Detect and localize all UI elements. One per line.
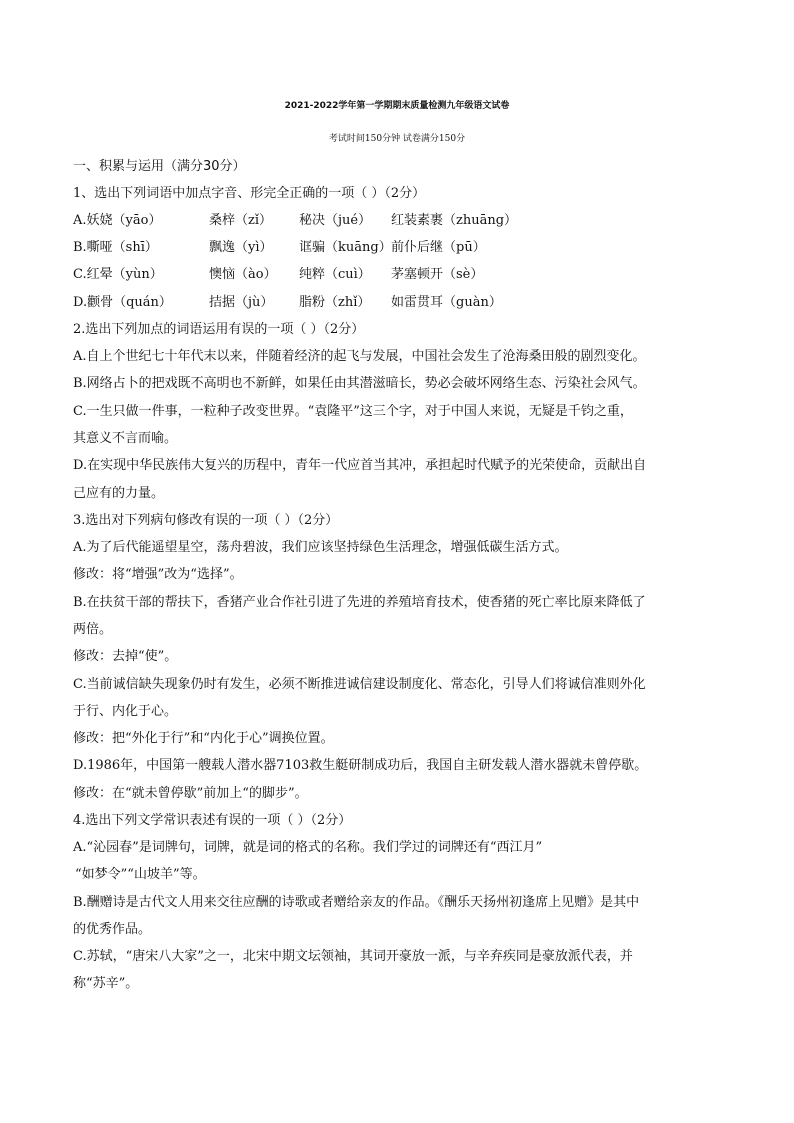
- q1-d-word4: 如雷贯耳（guàn）: [391, 295, 502, 310]
- q1-b-word2: 飘逸（yì）: [209, 240, 273, 255]
- q3-option-a-fix: 修改：将“增强”改为“选择”。: [73, 567, 243, 582]
- q2-option-d-line2: 己应有的力量。: [73, 486, 165, 501]
- q1-d-word1: D.颧骨（quán）: [73, 295, 172, 310]
- q3-stem: 3.选出对下列病句修改有误的一项（ ）（2分）: [73, 513, 339, 528]
- q1-option-c: [73, 267, 733, 283]
- q1-d-word2: 拮据（jù）: [209, 295, 274, 310]
- q1-c-word1: C.红晕（yùn）: [73, 267, 163, 282]
- q2-option-d-line1: D.在实现中华民族伟大复兴的历程中，青年一代应首当其冲，承担起时代赋予的光荣使命，贡献出自: [73, 458, 647, 473]
- q1-b-word1: B.嘶哑（shī）: [73, 240, 158, 255]
- q4-stem: 4.选出下列文学常识表述有误的一项（ ）（2分）: [73, 813, 352, 828]
- q1-b-word3: 诓骗（kuāng）: [299, 240, 392, 255]
- q1-a-word3: 秘决（jué）: [299, 213, 372, 228]
- q4-option-a-line1: A.“沁园春”是词牌句，词牌，就是词的格式的名称。我们学过的词牌还有“西江月”: [73, 840, 543, 855]
- q4-option-c-line1: C.苏轼，“唐宋八大家”之一，北宋中期文坛领袖，其词开豪放一派，与辛弃疾同是豪放派代表，并: [73, 949, 633, 964]
- q3-option-d-fix: 修改：在“就未曾停歇”前加上“的脚步”。: [73, 786, 308, 801]
- exam-title: 2021-2022学年第一学期期末质量检测九年级语文试卷: [284, 101, 510, 111]
- q1-a-word4: 红装素裹（zhuāng）: [391, 213, 518, 228]
- q1-c-word3: 纯粹（cuì）: [299, 267, 371, 282]
- q4-option-b-line1: B.酬赠诗是古代文人用来交往应酬的诗歌或者赠给亲友的作品。《酬乐天扬州初逢席上见赠》是其中: [73, 895, 640, 910]
- q2-option-c-line2: 其意义不言而喻。: [73, 431, 178, 446]
- q3-option-a: A.为了后代能遥望星空，荡舟碧波，我们应该坚持绿色生活理念，增强低碳生活方式。: [73, 540, 568, 555]
- q3-option-b-fix: 修改：去掉“使”。: [73, 649, 178, 664]
- q4-option-a-line2: “如梦令”“山坡羊”等。: [75, 867, 206, 882]
- q1-option-b: [73, 240, 733, 256]
- q2-stem: 2.选出下列加点的词语运用有误的一项（ ）（2分）: [73, 322, 365, 337]
- q3-option-c-fix: 修改：把“外化于行”和“内化于心”调换位置。: [73, 731, 334, 746]
- q1-a-word2: 桑梓（zǐ）: [209, 213, 273, 228]
- q3-option-b-line1: B.在扶贫干部的帮扶下，香猪产业合作社引进了先进的养殖培育技术，使香猪的死亡率比原来降低了: [73, 595, 646, 610]
- q1-option-d: [73, 295, 733, 311]
- q1-b-word4: 前仆后继（pū）: [391, 240, 486, 255]
- q1-stem: 1、选出下列词语中加点字音、形完全正确的一项（ ）（2分）: [73, 186, 426, 201]
- q1-d-word3: 脂粉（zhǐ）: [299, 295, 371, 310]
- q3-option-c-line2: 于行、内化于心。: [73, 704, 178, 719]
- q1-a-word1: A.妖娆（yāo）: [73, 213, 162, 228]
- q3-option-c-line1: C.当前诚信缺失现象仍时有发生，必须不断推进诚信建设制度化、常态化，引导人们将诚信准则外化: [73, 677, 646, 692]
- q4-option-b-line2: 的优秀作品。: [73, 922, 152, 937]
- q1-option-a: [73, 213, 733, 229]
- q2-option-b: B.网络占卜的把戏既不高明也不新鲜，如果任由其潜滋暗长，势必会破坏网络生态、污染社会风气。: [73, 376, 646, 391]
- exam-subtitle: 考试时间150分钟 试卷满分150分: [328, 134, 466, 144]
- q3-option-b-line2: 两倍。: [73, 622, 113, 637]
- q3-option-d: D.1986年，中国第一艘载人潜水器7103救生艇研制成功后，我国自主研发载人潜水器就未曾停歇。: [73, 758, 648, 773]
- q1-c-word2: 懊恼（ào）: [209, 267, 277, 282]
- q2-option-c-line1: C.一生只做一件事，一粒种子改变世界。“袁隆平”这三个字，对于中国人来说，无疑是千钧之重，: [73, 404, 633, 419]
- q2-option-a: A.自上个世纪七十年代末以来，伴随着经济的起飞与发展，中国社会发生了沧海桑田般的剧烈变化。: [73, 349, 646, 364]
- q4-option-c-line2: 称“苏辛”。: [73, 976, 139, 991]
- section-heading: 一、积累与运用（满分30分）: [73, 159, 246, 174]
- q1-c-word4: 茅塞顿开（sè）: [391, 267, 484, 282]
